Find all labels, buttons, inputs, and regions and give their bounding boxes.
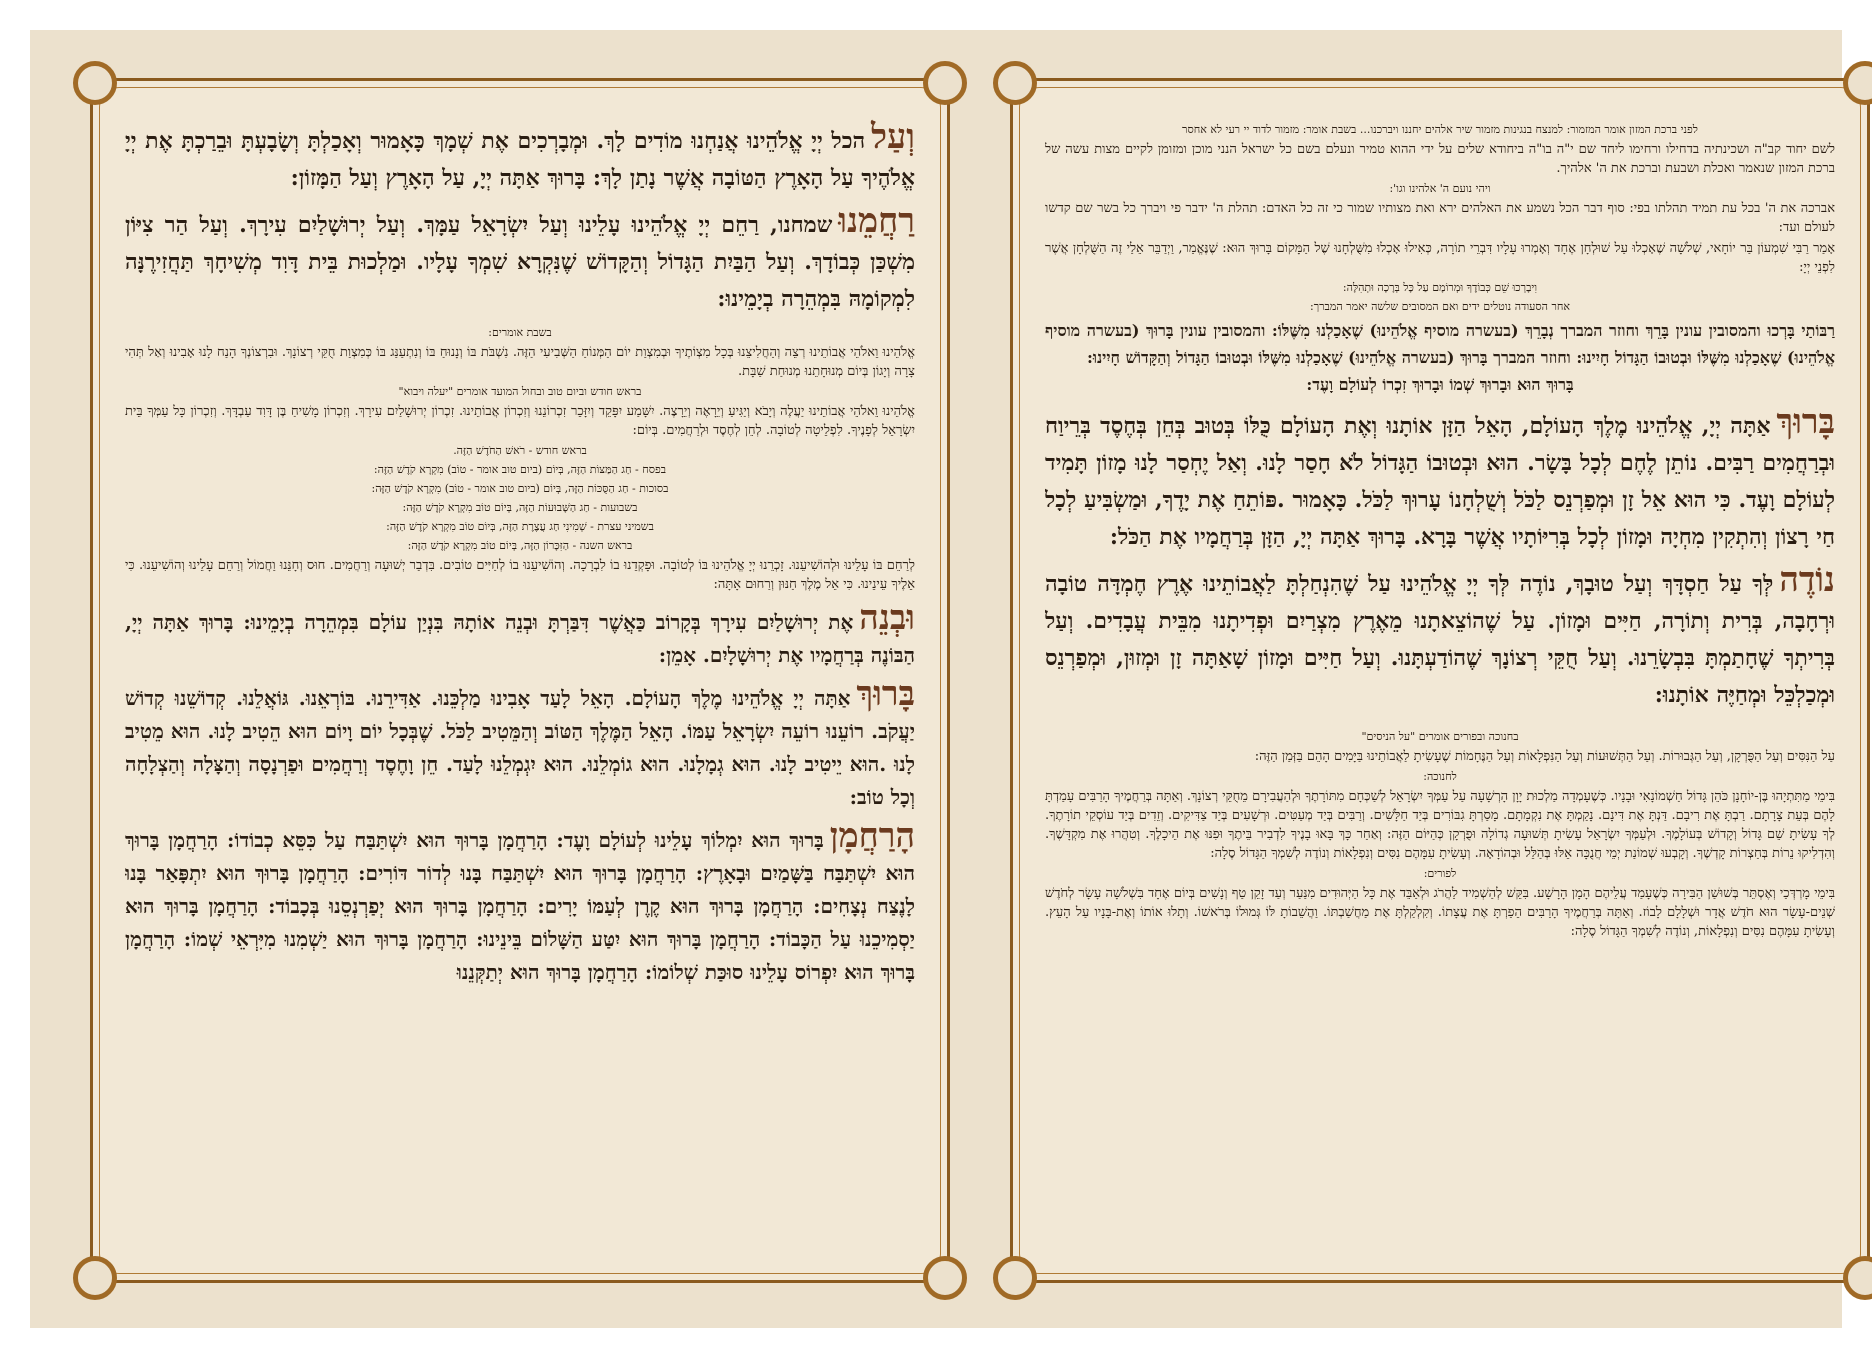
yaale-label: בראש חודש וביום טוב ובחול המועד אומרים "יעלה ויבוא" [398, 385, 642, 398]
harachaman-paragraph: הָרַחֲמָןבָּרוּךְ הוּא יִמְלוֹךְ עָלֵינוּ לְעוֹלָם וָעֶד: הָרַחֲמָן בָּרוּךְ הוּא יִשְׁתַּבַּח עַל כִּסֵּא כְבוֹדוֹ: הָרַחֲמָן בָּרוּךְ הוּא יִשְׁתַּבַּח בַּשָּׁמַיִם וּבָאָרֶץ: הָרַחֲמָן בָּרוּךְ הוּא יִשְׁתַּבַּח בָּנוּ לְדוֹר דּוֹרִים: הָרַחֲמָן בָּרוּךְ הוּא יִתְפָּאַר בָּנוּ לָנֶצַח נְצָחִים: הָרַחֲמָן בָּרוּךְ הוּא קֶרֶן לְעַמּוֹ יָרִים: הָרַחֲמָן בָּרוּךְ הוּא יְפַרְנְסֵנוּ בְּכָבוֹד: הָרַחֲמָן בָּרוּךְ הוּא יַסְמִיכֵנוּ עַל הַכָּבוֹד: הָרַחֲמָן בָּרוּךְ הוּא יִטַּע הַשָּׁלוֹם בֵּינֵינוּ: הָרַחֲמָן בָּרוּךְ הוּא יַשְׁמִנוּ מִיִּרְאֵי שְׁמוֹ: הָרַחֲמָן בָּרוּךְ הוּא יִפְרוֹס עָלֵינוּ סוּכַּת שְׁלוֹמוֹ: הָרַחֲמָן בָּרוּךְ הוּא יְתַקְּנֵנוּ [125, 816, 915, 984]
holiday-line: בפסח - חַג הַמַּצּוֹת הַזֶּה, בְּיוֹם (ביום טוב אומר - טוֹב) מִקְרָא קֹדֶשׁ הַזֶּה: [373, 463, 667, 476]
purim-label: לפורים: [1423, 867, 1457, 880]
veal-paragraph: וְעַלהכל יְיָ אֱלֹהֵינוּ אֲנַחְנוּ מוֹדִים לָךְ. וּמְבָרְכִים אֶת שְׁמָךְ כָּאָמוּר וְאָכַלְתָּ וְשָׂבָעְתָּ וּבֵרַכְתָּ אֶת יְיָ אֱלֹהֶיךָ עַל הָאָרֶץ הַטּוֹבָה אֲשֶׁר נָתַן לָךְ: בָּרוּךְ אַתָּה יְיָ, עַל הָאָרֶץ וְעַל הַמָּזוֹן: [125, 119, 915, 191]
nodeh-lead-word: נוֹדֶה [1779, 560, 1835, 600]
ornament-corner-icon [73, 1256, 117, 1300]
ornament-corner-icon [1843, 61, 1872, 105]
leshem-yichud: לשם יחוד קב"ה ושכינתיה בדחילו ורחימו ליחד שם י"ה בו"ה ביחודא שלים על ידי ההוא טמיר ונעלם בשם כל ישראל הנני מוכן ומזומן לקיים מצות עשה של ברכת המזון שנאמר ואכלת ושבעת וברכת את ה' אלהיך. [1045, 142, 1835, 176]
booklet-spread [30, 30, 1842, 1328]
holiday-line: בסוכות - חַג הַסֻּכּוֹת הַזֶּה, בְּיוֹם (ביום טוב אומר - טוֹב) מִקְרָא קֹדֶשׁ הַזֶּה: [371, 482, 669, 495]
hazan-lead-word: בָּרוּךְ [1776, 402, 1835, 442]
left-page-text [125, 119, 915, 1250]
holiday-line: בראש השנה - הַזִּכָּרוֹן הַזֶּה, בְּיוֹם טוֹב מִקְרָא קֹדֶשׁ הַזֶּה: [407, 539, 633, 552]
alhanisim-label: בחנוכה ובפורים אומרים "על הניסים" [1361, 730, 1519, 743]
vivarchu-line: וִיבָרְכוּ שֵׁם כְּבוֹדֶךָ וּמְרוֹמָם עַל כָּל בְּרָכָה וּתְהִלָּה: [1342, 281, 1538, 294]
baruch-hatov-paragraph: בָּרוּךְאַתָּה יְיָ אֱלֹהֵינוּ מֶלֶךְ הָעוֹלָם. הָאֵל לָעַד אָבִינוּ מַלְכֵּנוּ. אַדִּירֵנוּ. בּוֹרְאֵנוּ. גּוֹאֲלֵנוּ. קְדוֹשֵׁנוּ קְדוֹשׁ יַעֲקֹב. רוֹעֵנוּ רוֹעֵה יִשְׂרָאֵל עַמּוֹ. הָאֵל הַמֶּלֶךְ הַטּוֹב וְהַמֵּטִיב לַכֹּל. שֶׁבְּכָל יוֹם וָיוֹם הוּא הֵטִיב לָנוּ. הוּא מֵטִיב לָנוּ .הוּא יֵיטִיב לָנוּ. הוּא גְמָלָנוּ. הוּא גוֹמְלֵנוּ. הוּא יִגְמְלֵנוּ לָעַד. חֵן וָחֶסֶד וְרַחֲמִים וּפַרְנָסָה וְהַצָּלָה וְהַצְלָחָה וְכָל טוֹב: [125, 674, 915, 809]
intro-line: לפני ברכת המזון אומר המזמור: למנצח בנגינות מזמור שיר אלהים יחננו ויברכנו... בשבת אומר: מזמור לדוד יי רעי לא אחסר [1182, 123, 1698, 136]
harachaman-lead-word: הָרַחֲמָן [829, 816, 915, 856]
purim-paragraph: בִּימֵי מָרְדְּכַי וְאֶסְתֵּר בְּשׁוּשַׁן הַבִּירָה כְּשֶׁעָמַד עֲלֵיהֶם הָמָן הָרָשָׁע. בִּקֵּשׁ לְהַשְׁמִיד לַהֲרֹג וּלְאַבֵּד אֶת כָּל הַיְּהוּדִים מִנַּעַר וְעַד זָקֵן טַף וְנָשִׁים בְּיוֹם אֶחָד בִּשְׁלֹשָׁה עָשָׂר לְחֹדֶשׁ שְׁנֵים-עָשָׂר הוּא חֹדֶשׁ אֲדָר וּשְׁלָלָם לָבוֹז. וְאַתָּה בְּרַחֲמֶיךָ הָרַבִּים הֵפַרְתָּ אֶת עֲצָתוֹ. וְקִלְקַלְתָּ אֶת מַחֲשַׁבְתּוֹ. וַהֲשֵׁבוֹתָ לּוֹ גְּמוּלוֹ בְּרֹאשׁוֹ. וְתָלוּ אוֹתוֹ וְאֶת-בָּנָיו עַל הָעֵץ. וְעָשִׂיתָ עִמָּהֶם נִסִּים וְנִפְלָאוֹת, וְנוֹדֶה לְשִׁמְךָ הַגָּדוֹל סֶלָה: [1045, 886, 1835, 939]
ornament-corner-icon [1843, 1256, 1872, 1300]
retze-paragraph: אֱלֹהֵינוּ וֵאלֹהֵי אֲבוֹתֵינוּ רְצֵה וְהַחֲלִיצֵנוּ בְּכָל מִצְוֹתֶיךָ וּבְמִצְוַת יוֹם הַמְּנוֹחַ הַשְּׁבִיעִי הַזֶּה. נִשְׁבֹּת בּוֹ וְנָנוּחַ בּוֹ וְנִתְעַנַּג בּוֹ כְּמִצְוַת חֻקֵּי רְצוֹנָךְ. וּבִרְצוֹנְךָ הָנַח לָנוּ אָבִינוּ וְאַל תְּהִי צָרָה וְיָגוֹן בְּיוֹם מְנוּחָתֵנוּ מְנוּחַת שַׁבָּת. [125, 345, 915, 379]
zimun-note: אחר הסעודה נוטלים ידים ואם המסובים שלשה יאמר המברך: [1310, 300, 1570, 313]
holiday-line: בראש חודש - רֹאשׁ הַחֹדֶשׁ הַזֶּה. [453, 444, 587, 457]
ornament-corner-icon [923, 1256, 967, 1300]
holiday-line: בשמיני עצרת - שְׁמִינִי חַג עֲצֶרֶת הַזֶּה, בְּיוֹם טוֹב מִקְרָא קֹדֶשׁ הַזֶּה: [386, 520, 654, 533]
alhanisim-paragraph: עַל הַנִּסִּים וְעַל הַפֻּרְקָן, וְעַל הַגְּבוּרוֹת. וְעַל הַתְּשׁוּעוֹת וְעַל הַנִּפְלָאוֹת וְעַל הַנֶּחָמוֹת שֶׁעָשִׂיתָ לַאֲבוֹתֵינוּ בַּיָּמִים הָהֵם בַּזְּמַן הַזֶּה: [1254, 749, 1835, 764]
ornament-corner-icon [993, 61, 1037, 105]
zimun-response: בָּרוּךְ הוּא וּבָרוּךְ שְׁמוֹ וּבָרוּךְ זִכְרוֹ לְעוֹלָם וָעֶד: [1306, 375, 1574, 394]
avarcha-paragraph: אברכה את ה' בכל עת תמיד תהלתו בפי: סוף דבר הכל נשמע את האלהים ירא ואת מצותיו שמור כי זה כל האדם: תהלת ה' ידבר פי ויברך כל בשר שם קדשו לעולם ועד: [1045, 201, 1835, 235]
rabbi-shimon-paragraph: אָמַר רַבִּי שִׁמְעוֹן בַּר יוֹחָאי, שְׁלשָׁה שֶׁאָכְלוּ עַל שׁוּלְחָן אֶחָד וְאָמְרוּ עָלָיו דִּבְרֵי תוֹרָה, כְּאִילוּ אָכְלוּ מִשֻּׁלְחָנוּ שֶׁל הַמָּקוֹם בָּרוּךְ הוּא: שֶׁנֶּאֱמַר, וַיְדַבֵּר אֵלַי זֶה הַשֻּׁלְחָן אֲשֶׁר לִפְנֵי יְיָ: [1045, 241, 1835, 275]
uvneh-paragraph: וּבְנֵהאֶת יְרוּשָׁלַיִם עִירָךְ בְּקָרוֹב כַּאֲשֶׁר דִּבַּרְתָּ וּבְנֵה אוֹתָהּ בִּנְיַן עוֹלָם בִּמְהֵרָה בְיָמֵינוּ: בָּרוּךְ אַתָּה יְיָ, הַבּוֹנֶה בְּרַחֲמָיו אֶת יְרוּשָׁלָיִם. אָמֵן: [125, 598, 915, 667]
rachem-lead-word: רַחֲמֵנוּ [838, 201, 915, 241]
lerachem-paragraph: לְרַחֵם בּוֹ עָלֵינוּ וּלְהוֹשִׁיעֵנוּ. זָכְרֵנוּ יְיָ אֱלֹהֵינוּ בּוֹ לְטוֹבָה. וּפָקְדֵנוּ בוֹ לִבְרָכָה. וְהוֹשִׁיעֵנוּ בוֹ לְחַיִּים טוֹבִים. בִּדְבַר יְשׁוּעָה וְרַחֲמִים. חוּס וְחָנֵּנוּ וַחֲמוֹל וְרַחֵם עָלֵינוּ וְהוֹשִׁיעֵנוּ. כִּי אֵלֶיךָ עֵינֵינוּ. כִּי אֵל מֶלֶךְ חַנּוּן וְרַחוּם אָתָּה: [125, 558, 915, 592]
ornament-corner-icon [993, 1256, 1037, 1300]
hazan-paragraph: בָּרוּךְאַתָּה יְיָ, אֱלֹהֵינוּ מֶלֶךְ הָעוֹלָם, הָאֵל הַזָּן אוֹתָנוּ וְאֶת הָעוֹלָם כֻּלּוֹ בְּטוּב בְּחֵן בְּחֶסֶד בְּרֵיוַח וּבְרַחֲמִים רַבִּים. נוֹתֵן לֶחֶם לְכָל בָּשָׂר. הוּא וּבְטוּבוֹ הַגָּדוֹל לֹא חָסַר לָנוּ. וְאַל יֶחְסַר לָנוּ מָזוֹן תָּמִיד לְעוֹלָם וָעֶד. כִּי הוּא אֵל זָן וּמְפַרְנֵס לַכֹּל וְשֻׁלְחָנוֹ עָרוּךְ לַכֹּל. כָּאָמוּר .פּוֹתֵחַ אֶת יָדֶךָ, וּמַשְׂבִּיעַ לְכָל חַי רָצוֹן וְהִתְקִין מִחְיָה וּמָזוֹן לְכָל בְּרִיּוֹתָיו אֲשֶׁר בָּרָא. בָּרוּךְ אַתָּה יְיָ, הַזָּן בְּרַחֲמָיו אֶת הַכֹּל: [1045, 402, 1835, 550]
chanukah-paragraph: בִּימֵי מַתִּתְיָהוּ בֶּן-יוֹחָנָן כֹּהֵן גָּדוֹל חַשְׁמוֹנָאִי וּבָנָיו. כְּשֶׁעָמְדָה מַלְכוּת יָוָן הָרְשָׁעָה עַל עַמְּךָ יִשְׂרָאֵל לְשַׁכְּחָם מִתּוֹרָתֶךָ וּלְהַעֲבִירָם מֵחֻקֵּי רְצוֹנָךְ. וְאַתָּה בְּרַחֲמֶיךָ הָרַבִּים עָמַדְתָּ לָהֶם בְּעֵת צָרָתָם. רַבְתָּ אֶת רִיבָם. דַּנְתָּ אֶת דִּינָם. נָקַמְתָּ אֶת נִקְמָתָם. מָסַרְתָּ גִבּוֹרִים בְּיַד חַלָּשִׁים. וְרַבִּים בְּיַד מְעַטִּים. וּרְשָׁעִים בְּיַד צַדִּיקִים. וְזֵדִים בְּיַד עוֹסְקֵי תוֹרָתֶךָ. לְךָ עָשִׂיתָ שֵׁם גָּדוֹל וְקָדוֹשׁ בְּעוֹלָמֶךָ. וּלְעַמְּךָ יִשְׂרָאֵל עָשִׂיתָ תְּשׁוּעָה גְדוֹלָה וּפֻרְקָן כְּהַיּוֹם הַזֶּה: וְאַחַר כָּךְ בָּאוּ בָנֶיךָ לִדְבִיר בֵּיתֶךָ וּפִנּוּ אֶת הֵיכָלֶךָ. וְטִהֲרוּ אֶת מִקְדָּשֶׁךָ. וְהִדְלִיקוּ נֵרוֹת בְּחַצְרוֹת קָדְשֶׁךָ. וְקָבְעוּ שְׁמוֹנַת יְמֵי חֲנֻכָּה אֵלּוּ בְּהַלֵּל וּבְהוֹדָאָה. וְעָשִׂיתָ עִמָּהֶם נִסִּים וְנִפְלָאוֹת וְנוֹדֶה לְשִׁמְךָ הַגָּדוֹל סֶלָה: [1045, 789, 1835, 861]
zimun-paragraph: רַבּוֹתַי בָּרְכוּ והמסובין עונין בָּרֵךְ וחוזר המברך נְבָרֵךְ (בעשרה מוסיף אֱלֹהֵינוּ) שֶׁאָכַלְנוּ מִשֶּׁלּוֹ: והמסובין עונין בָּרוּךְ (בעשרה מוסיף אֱלֹהֵינוּ) שֶׁאָכַלְנוּ מִשֶּׁלּוֹ וּבְטוּבוֹ הַגָּדוֹל חָיִינוּ: וחוזר המברך בָּרוּךְ (בעשרה אֱלֹהֵינוּ) שֶׁאָכַלְנוּ מִשֶּׁלּוֹ וּבְטוּבוֹ הַגָּדוֹל וְהַקָּדוֹשׁ חָיִינוּ: [1045, 321, 1835, 367]
veal-lead-word: וְעַל [871, 119, 915, 157]
right-page [1010, 78, 1870, 1283]
holiday-line: בשבועות - חַג הַשָּׁבוּעוֹת הַזֶּה, בְּיוֹם טוֹב מִקְרָא קֹדֶשׁ הַזֶּה: [402, 501, 638, 514]
chanukah-label: לחנוכה: [1423, 770, 1457, 783]
ornament-corner-icon [923, 61, 967, 105]
shabbat-label: בשבת אומרים: [488, 326, 552, 339]
left-page [90, 78, 950, 1283]
nodeh-paragraph: נוֹדֶהלְּךָ עַל חַסְדָּךְ וְעַל טוּבָךְ, נוֹדֶה לְּךָ יְיָ אֱלֹהֵינוּ עַל שֶׁהִנְחַלְתָּ לַאֲבוֹתֵינוּ אֶרֶץ חֶמְדָּה טוֹבָה וּרְחָבָה, בְּרִית וְתוֹרָה, חַיִּים וּמָזוֹן. עַל שֶׁהוֹצֵאתָנוּ מֵאֶרֶץ מִצְרַיִם וּפְדִיתָנוּ מִבֵּית עֲבָדִים. וְעַל בְּרִיתְךָ שֶׁחָתַמְתָּ בִּבְשָׂרֵנוּ. וְעַל חֻקֵּי רְצוֹנָךְ שֶׁהוֹדַעְתָּנוּ. וְעַל חַיִּים וּמָזוֹן שָׁאַתָּה זָן וּמְזוּן, וּמְפַרְנֵס וּמְכַלְכֵּל וּמְחַיֶּה אוֹתָנוּ: [1045, 560, 1835, 708]
yaale-paragraph: אֱלֹהֵינוּ וֵאלֹהֵי אֲבוֹתֵינוּ יַעֲלֶה וְיָבֹא וְיַגִּיעַ וְיֵרָאֶה וְיֵרָצֶה. יִשָּׁמַע יִפָּקֵד וְיִזָּכֵר זִכְרוֹנֵנוּ וְזִכְרוֹן אֲבוֹתֵינוּ. זִכְרוֹן יְרוּשָׁלַיִם עִירָךְ. וְזִכְרוֹן מָשִׁיחַ בֶּן דָּוִד עַבְדָּךְ. וְזִכְרוֹן כָּל עַמְּךָ בֵּית יִשְׂרָאֵל לְפָנֶיךָ. לִפְלֵיטָה לְטוֹבָה. לְחֵן לְחֶסֶד וּלְרַחֲמִים. בְּיוֹם: [125, 404, 915, 438]
vihi-noam: ויהי נועם ה' אלהינו וגו': [1389, 182, 1491, 195]
right-page-text [1045, 119, 1835, 1250]
rachem-paragraph: רַחֲמֵנוּשמחנו, רַחֵם יְיָ אֱלֹהֵינוּ עָלֵינוּ וְעַל יִשְׂרָאֵל עַמָּךְ. וְעַל יְרוּשָׁלַיִם עִירָךְ. וְעַל הַר צִיּוֹן מִשְׁכַּן כְּבוֹדָךְ. וְעַל הַבַּיִת הַגָּדוֹל וְהַקָּדוֹשׁ שֶׁנִּקְרָא שִׁמְךָ עָלָיו. וּמַלְכוּת בֵּית דָּוִד מְשִׁיחָךְ תַּחֲזִירֶנָּה לִמְקוֹמָהּ בִּמְהֵרָה בְיָמֵינוּ: [125, 201, 915, 312]
uvneh-lead-word: וּבְנֵה [859, 598, 915, 638]
baruch-lead-word: בָּרוּךְ [856, 674, 915, 714]
ornament-corner-icon [73, 61, 117, 105]
